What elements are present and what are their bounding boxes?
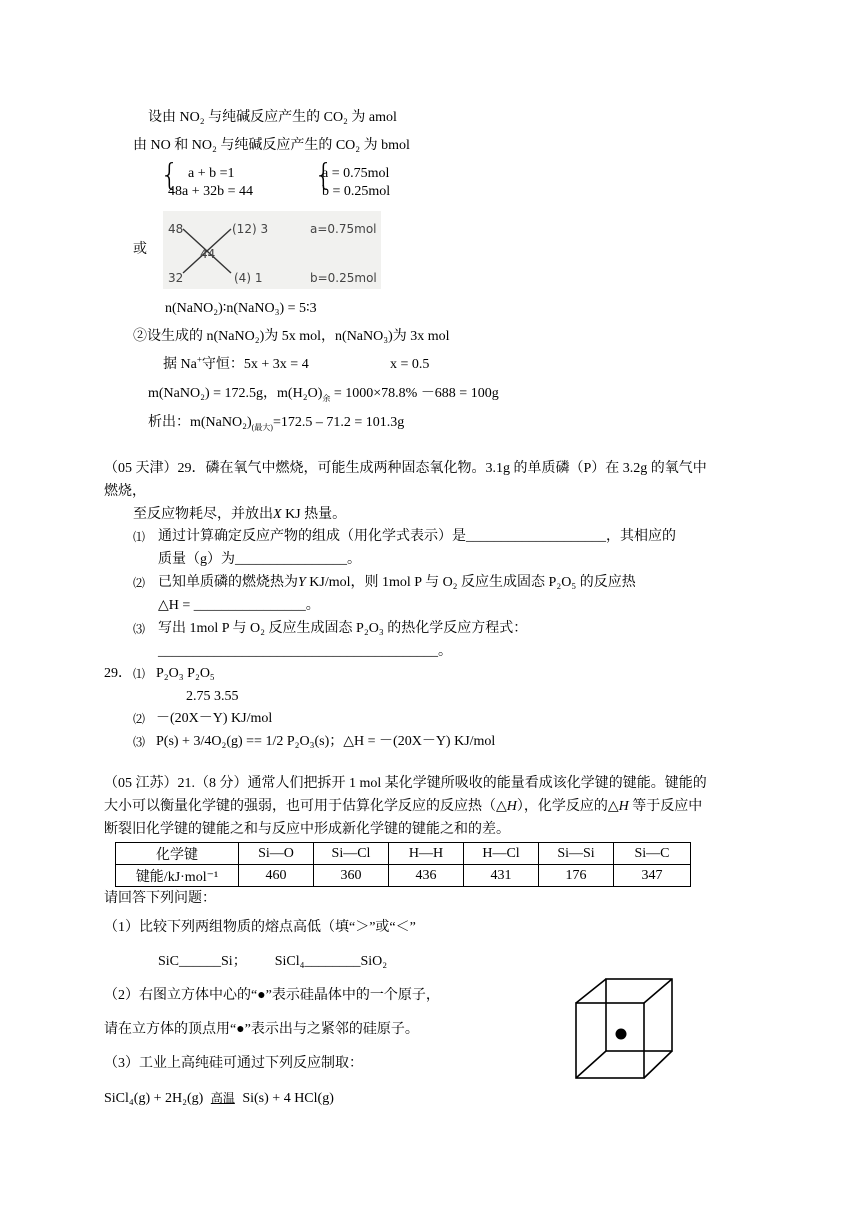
left-brace-2: { (314, 158, 334, 193)
table-header-cell: H—Cl (464, 843, 539, 865)
high-temp-condition: 高温 (210, 1091, 235, 1105)
q29-part2-number: ⑵ (133, 576, 146, 590)
table-header-cell: 化学键 (116, 843, 239, 865)
q21-ask: 请回答下列问题： (104, 891, 216, 906)
q21-sub1-answer (158, 953, 387, 971)
cross-bottom-right: (4) 1 (234, 271, 263, 285)
q21-sub2-b: 请在立方体的顶点用“●”表示出与之紧邻的硅原子。 (104, 1022, 419, 1037)
q29-part2-a1: 已知单质磷的燃烧热为 (158, 575, 298, 590)
table-row-label: 键能/kJ·mol⁻¹ (116, 865, 239, 887)
q21-stem-1: （05 江苏）21.（8 分）通常人们把拆开 1 mol 某化学键所吸收的能量看成该化学键的键能。键能的 (104, 776, 707, 791)
cube-front-face (576, 1003, 644, 1078)
cross-bottom-left: 32 (168, 271, 184, 285)
precip-text: 析出：m(NaNO₂) (148, 415, 252, 430)
cross-result-a: a=0.75mol (310, 222, 377, 236)
table-header-cell: Si—Cl (314, 843, 389, 865)
solution-line-1: 设由 NO₂ 与纯碱反应产生的 CO₂ 为 amol (148, 110, 397, 125)
cube-edge (576, 979, 606, 1003)
table-header-cell: Si—C (614, 843, 691, 865)
solution-line-3: ②设生成的 n(NaNO₂)为 5x mol，n(NaNO₃)为 3x mol (133, 329, 450, 344)
table-row (116, 865, 691, 887)
a29-label: 29． (104, 666, 132, 681)
x-value: x = 0.5 (390, 357, 430, 372)
table-header-row (116, 843, 691, 865)
q21-stem-2a: 大小可以衡量化学键的强弱，也可用于估算化学反应的反应热（△ (104, 799, 507, 814)
blank-2: ________ (304, 954, 361, 969)
q21-sub3: （3）工业上高纯硅可通过下列反应制取： (104, 1056, 363, 1071)
h-italic-2: H (618, 799, 629, 814)
sicl4-label: SiCl₄ (274, 954, 305, 969)
equation-1b: 48a + 32b = 44 (168, 184, 254, 199)
products: Si(s) + 4 HCl(g) (242, 1091, 334, 1106)
table-header-cell: Si—O (239, 843, 314, 865)
sio2-label: SiO₂ (360, 954, 388, 969)
na-text: 据 Na (163, 357, 197, 372)
cube-figure (568, 975, 688, 1083)
cross-top-right: (12) 3 (232, 222, 269, 236)
reactants: SiCl₄(g) + 2H₂(g) (104, 1091, 204, 1106)
y-variable: Y (298, 575, 306, 590)
a29-result-1b: 2.75 3.55 (186, 689, 239, 704)
max-sub: (最大) (251, 422, 273, 432)
cross-center: 44 (200, 247, 216, 261)
h-italic-1: H (506, 799, 517, 814)
table-cell: 347 (614, 865, 691, 887)
cross-result-b: b=0.25mol (310, 271, 377, 285)
a29-n3: ⑶ (133, 735, 146, 749)
a29-result-1: P₂O₃ P₂O₅ (156, 666, 215, 681)
cube-back-face (606, 979, 672, 1051)
q21-stem-3: 断裂旧化学键的键能之和与反应中形成新化学键的键能之和的差。 (104, 822, 510, 837)
a29-result-2: －(20X－Y) KJ/mol (156, 711, 273, 726)
a29-result-3: P(s) + 3/4O₂(g) == 1/2 P₂O₃(s)；△H = －(20X－Y) KJ/mol (156, 734, 496, 749)
table-cell: 460 (239, 865, 314, 887)
ratio-line: n(NaNO₂)∶n(NaNO₃) = 5∶3 (165, 301, 317, 316)
table-cell: 176 (539, 865, 614, 887)
q29-part3-line-a: 写出 1mol P 与 O₂ 反应生成固态 P₂O₃ 的热化学反应方程式： (158, 621, 528, 636)
left-brace-1: { (160, 158, 180, 193)
table-header-cell: Si—Si (539, 843, 614, 865)
cross-method-figure (163, 211, 381, 289)
q29-part1-line-a: 通过计算确定反应产物的组成（用化学式表示）是____________________，其相应的 (158, 529, 676, 544)
na-charge: + (196, 354, 202, 365)
q29-part1-number: ⑴ (133, 530, 146, 544)
solution-line-6 (148, 414, 404, 432)
table-cell: 436 (389, 865, 464, 887)
solution-line-2: 由 NO 和 NO₂ 与纯碱反应产生的 CO₂ 为 bmol (133, 138, 410, 153)
q29-stem-3 (133, 506, 346, 524)
cross-top-left: 48 (168, 222, 184, 236)
si-label: Si； (221, 954, 247, 969)
equation-2b: b = 0.25mol (322, 184, 391, 199)
table-cell: 431 (464, 865, 539, 887)
q21-stem-2e: 等于反应中 (628, 799, 703, 814)
q29-part2-line-a (158, 574, 636, 592)
q29-part3-number: ⑶ (133, 622, 146, 636)
solution-line-5 (148, 385, 499, 403)
cube-edge (576, 1051, 606, 1078)
table-header-cell: H—H (389, 843, 464, 865)
or-label: 或 (133, 242, 147, 257)
blank-1: ______ (179, 954, 222, 969)
q29-stem-2: 燃烧， (104, 484, 146, 499)
q21-sub1: （1）比较下列两组物质的熔点高低（填“＞”或“＜” (104, 920, 416, 935)
q29-stem-1: （05 天津）29．磷在氧气中燃烧，可能生成两种固态氧化物。3.1g 的单质磷（P）在 3.2g 的氧气中 (104, 461, 707, 476)
equation-2a: a = 0.75mol (322, 166, 390, 181)
center-atom (616, 1029, 627, 1040)
equation-1a: a + b =1 (188, 166, 235, 181)
cube-edge (644, 1051, 672, 1078)
sic-label: SiC (158, 954, 180, 969)
q29-part2-a3: KJ/mol，则 1mol P 与 O₂ 反应生成固态 P₂O₅ 的反应热 (305, 575, 636, 590)
q29-part2-line-b: △H = ________________。 (158, 598, 320, 613)
q29-part1-line-b: 质量（g）为________________。 (158, 552, 361, 567)
q21-sub3-equation (104, 1089, 334, 1108)
q29-part3-line-b: ________________________________________。 (158, 644, 452, 659)
remain-sub: 余 (322, 393, 331, 403)
cube-edge (644, 979, 672, 1003)
q29-stem-3c: KJ 热量。 (281, 507, 347, 522)
conservation-text: 守恒：5x + 3x = 4 (201, 357, 309, 372)
solution-line-4 (163, 356, 309, 374)
q21-stem-2c: ），化学反应的△ (516, 799, 619, 814)
q21-sub2-a: （2）右图立方体中心的“●”表示硅晶体中的一个原子， (104, 988, 440, 1003)
water-calc: = 1000×78.8% －688 = 100g (330, 386, 499, 401)
table-cell: 360 (314, 865, 389, 887)
precip-calc: =172.5 – 71.2 = 101.3g (272, 415, 405, 430)
q21-stem-2 (104, 798, 702, 816)
a29-n2: ⑵ (133, 712, 146, 726)
a29-n1: ⑴ (133, 667, 146, 681)
mass-text: m(NaNO₂) = 172.5g，m(H₂O) (148, 386, 323, 401)
x-variable: X (273, 507, 282, 522)
bond-energy-table (115, 842, 691, 887)
q29-stem-3a: 至反应物耗尽，并放出 (133, 507, 273, 522)
